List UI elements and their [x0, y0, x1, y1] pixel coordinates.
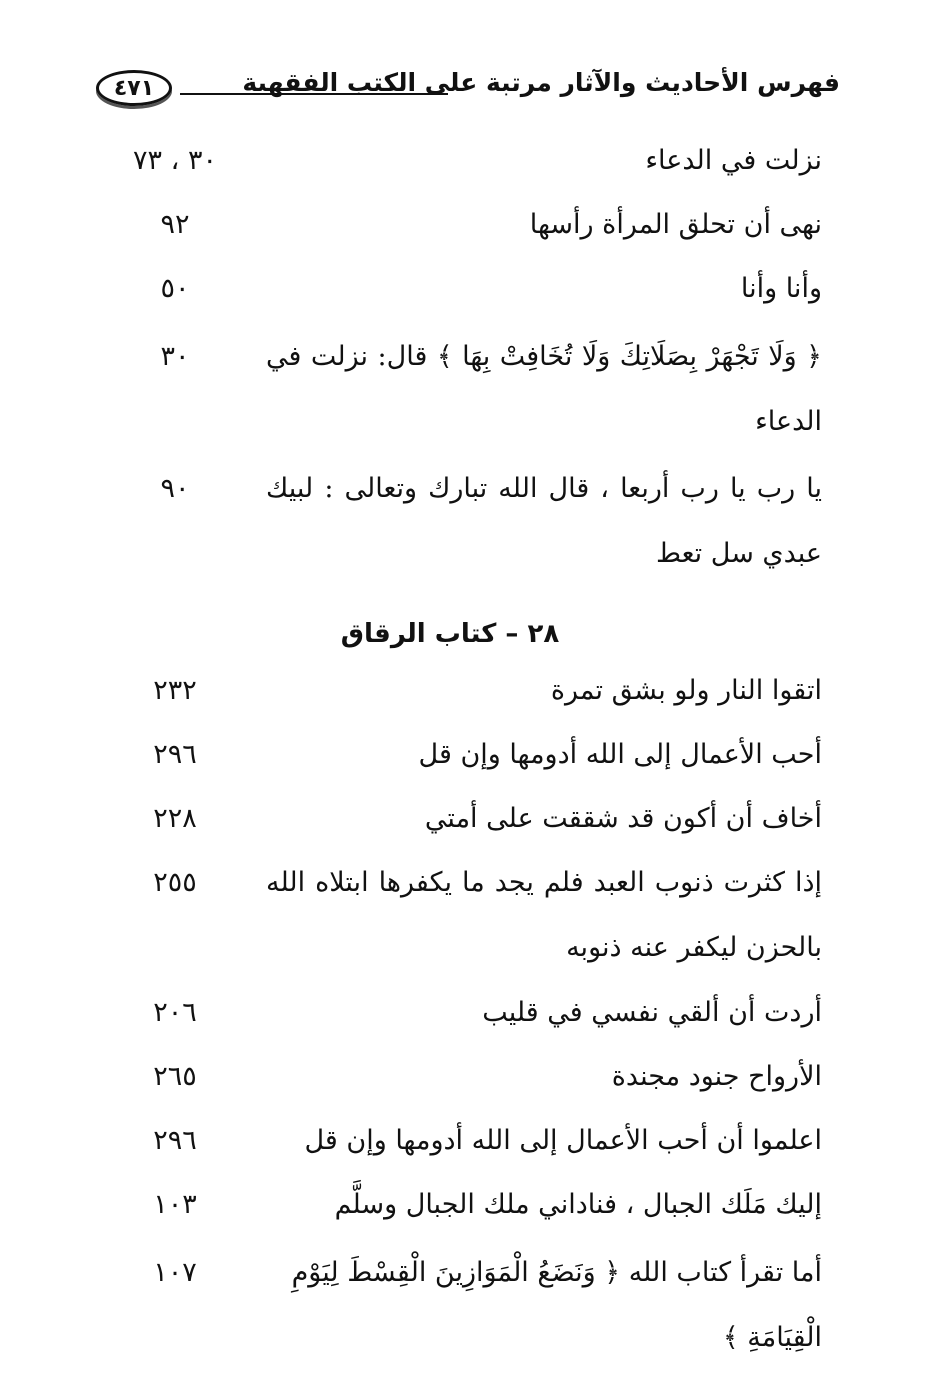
- header-title: فهرس الأحاديث والآثار مرتبة على الكتب الفقهية: [242, 68, 840, 97]
- entry-pages: ١٠٧: [153, 1257, 197, 1288]
- page-number: ٤٧١: [113, 75, 155, 101]
- entry-text: أحب الأعمال إلى الله أدومها وإن قل: [418, 739, 822, 770]
- entry-text: نزلت في الدعاء: [645, 145, 822, 176]
- entry-pages: ٢٢٨: [153, 803, 197, 834]
- entry-pages: ٥٠: [160, 273, 190, 304]
- entry-text: ﴿ وَلَا تَجْهَرْ بِصَلَاتِكَ وَلَا تُخَافِتْ بِهَا ﴾ قال: نزلت في الدعاء: [266, 341, 822, 437]
- entry-text: اتقوا النار ولو بشق تمرة: [550, 675, 822, 706]
- entry-pages: ٩٢: [160, 209, 190, 240]
- running-header: [96, 62, 840, 122]
- entry-text: أما تقرأ كتاب الله ﴿ وَنَضَعُ الْمَوَازِينَ الْقِسْطَ لِيَوْمِ الْقِيَامَةِ ﴾: [291, 1257, 822, 1353]
- entry-pages: ٣٠ ، ٧٣: [133, 145, 217, 176]
- entry-text: اعلموا أن أحب الأعمال إلى الله أدومها وإن قل: [304, 1125, 822, 1156]
- entry-pages: ٢٩٦: [153, 739, 197, 770]
- entry-pages: ٣٠: [160, 341, 190, 372]
- entry-pages: ٢٦٥: [153, 1061, 197, 1092]
- entry-pages: ٢٩٦: [153, 1125, 197, 1156]
- entry-pages: ٢٥٥: [153, 867, 197, 898]
- entry-pages: ٢٠٦: [153, 997, 197, 1028]
- entry-text: وأنا وأنا: [740, 273, 822, 304]
- entry-pages: ٢٣٢: [153, 675, 197, 706]
- entry-pages: ١٠٣: [153, 1189, 197, 1220]
- entry-text: يا رب يا رب أربعا ، قال الله تبارك وتعالى : لبيك عبدي سل تعط: [266, 473, 822, 569]
- header-rule: [180, 93, 448, 95]
- entry-text: أردت أن ألقي نفسي في قليب: [482, 997, 822, 1028]
- entry-text: نهى أن تحلق المرأة رأسها: [529, 209, 822, 240]
- entry-text: إذا كثرت ذنوب العبد فلم يجد ما يكفرها ابتلاه الله بالحزن ليكفر عنه ذنوبه: [266, 867, 822, 963]
- page-number-badge: [96, 70, 172, 106]
- entry-text: الأرواح جنود مجندة: [611, 1061, 822, 1092]
- section-heading: ٢٨ – كتاب الرقاق: [340, 619, 560, 649]
- entry-text: أخاف أن أكون قد شققت على أمتي: [424, 803, 822, 834]
- entry-text: إليك مَلَك الجبال ، فناداني ملك الجبال وسلَّم: [334, 1189, 822, 1220]
- entry-pages: ٩٠: [160, 473, 190, 504]
